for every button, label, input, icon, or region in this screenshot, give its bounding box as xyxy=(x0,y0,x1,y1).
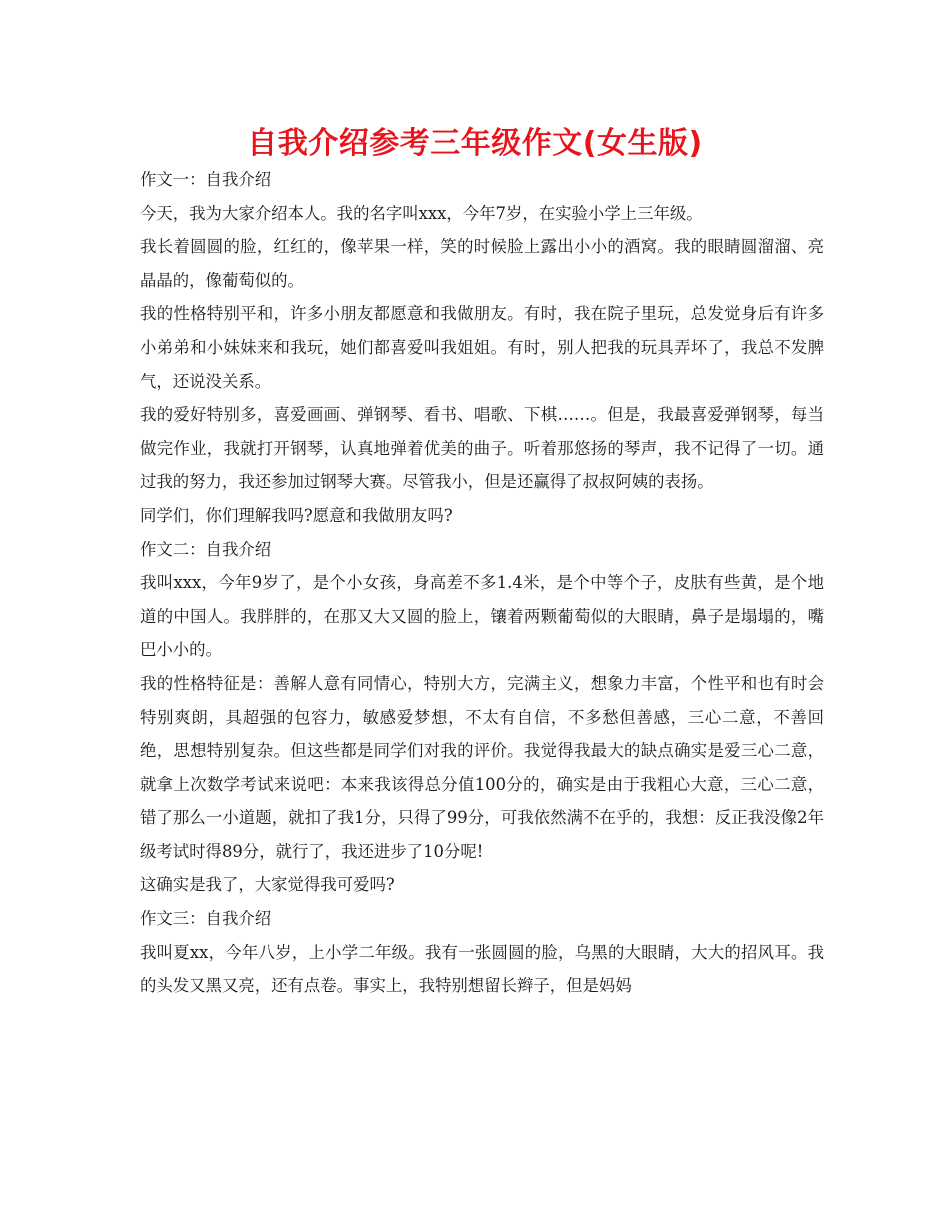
paragraph: 我长着圆圆的脸，红红的，像苹果一样，笑的时候脸上露出小小的酒窝。我的眼睛圆溜溜、亮晶晶的，像葡萄似的。 xyxy=(140,237,824,290)
paragraph: 我的性格特别平和，许多小朋友都愿意和我做朋友。有时，我在院子里玩，总发觉身后有许多小弟弟和小妹妹来和我玩，她们都喜爱叫我姐姐。有时，别人把我的玩具弄坏了，我总不发脾气，还说没关系。 xyxy=(140,304,824,391)
paragraph: 我的性格特征是：善解人意有同情心，特别大方，完满主义，想象力丰富，个性平和也有时会特别爽朗，具超强的包容力，敏感爱梦想，不太有自信，不多愁但善感，三心二意，不善回绝，思想特别复杂。但这些都是同学们对我的评价。我觉得我最大的缺点确实是爱三心二意，就拿上次数学考试来说吧：本来我该得总分值100分的，确实是由于我粗心大意，三心二意，错了那么一小道题，就扣了我1分，只得了99分，可我依然满不在乎的，我想：反正我没像2年级考试时得89分，就行了，我还进步了10分呢! xyxy=(140,673,824,861)
paragraph: 我的爱好特别多，喜爱画画、弹钢琴、看书、唱歌、下棋……。但是，我最喜爱弹钢琴，每当做完作业，我就打开钢琴，认真地弹着优美的曲子。听着那悠扬的琴声，我不记得了一切。通过我的努力，我还参加过钢琴大赛。尽管我小，但是还赢得了叔叔阿姨的表扬。 xyxy=(140,405,824,492)
essay-one-heading: 作文一：自我介绍 xyxy=(140,170,272,189)
document-title: 自我介绍参考三年级作文(女生版) xyxy=(247,126,703,161)
paragraph: 今天，我为大家介绍本人。我的名字叫xxx，今年7岁，在实验小学上三年级。 xyxy=(140,203,703,223)
paragraph: 这确实是我了，大家觉得我可爱吗? xyxy=(140,875,395,895)
paragraph: 我叫夏xx，今年八岁，上小学二年级。我有一张圆圆的脸，乌黑的大眼睛，大大的招风耳。我的头发又黑又亮，还有点卷。事实上，我特别想留长辫子，但是妈妈 xyxy=(140,942,824,996)
essay-three-heading: 作文三：自我介绍 xyxy=(140,909,272,929)
paragraph: 我叫xxx，今年9岁了，是个小女孩，身高差不多1.4米，是个中等个子，皮肤有些黄，是个地道的中国人。我胖胖的，在那又大又圆的脸上，镶着两颗葡萄似的大眼睛，鼻子是塌塌的，嘴巴小小的。 xyxy=(140,573,824,660)
paragraph: 同学们，你们理解我吗?愿意和我做朋友吗? xyxy=(140,505,453,525)
document-body xyxy=(140,163,824,1003)
essay-two-heading: 作文二：自我介绍 xyxy=(140,539,272,559)
